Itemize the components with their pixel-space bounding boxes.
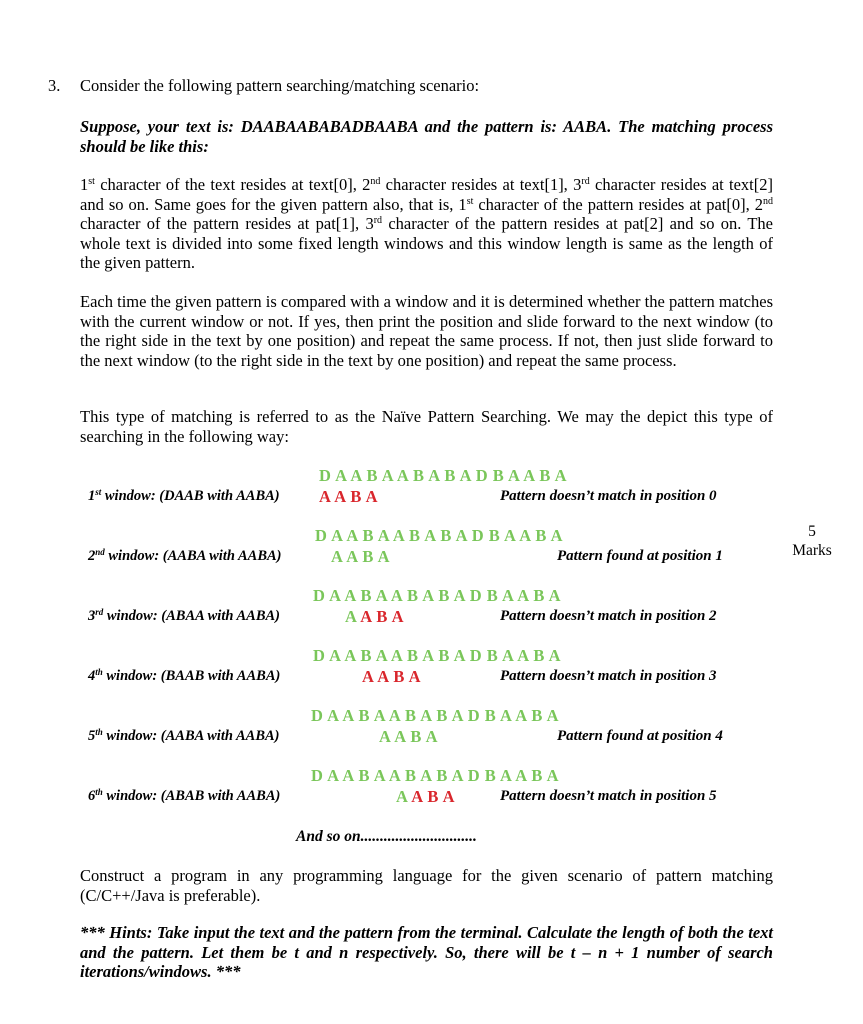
- marks-label: Marks: [792, 542, 832, 559]
- result-text: Pattern found at position 1: [557, 548, 723, 564]
- window-label: 5th window: (AABA with AABA): [88, 727, 280, 744]
- characters-paragraph: 1st character of the text resides at text[0], 2nd character resides at text[1], 3rd character resides at text[2] and so on. Same goes for the given pattern also, that is, 1st character of the pattern resides at pat[0], 2nd character of the pattern resides at pat[1], 3rd character of the pattern resides at pat[2] and so on. The whole text is divided into some fixed length windows and this window length is same as the length of the given pattern.: [80, 175, 774, 272]
- and-so-on: And so on..............................: [296, 828, 477, 845]
- question-number: 3.: [48, 76, 61, 95]
- window-paragraph: Each time the given pattern is compared with a window and it is determined whether the pattern matches with the current window or not. If yes, then print the position and slide forward to the next window (to the right side in the text by one position) and repeat the same process. If not, then just slide forward to the next window (to the right side in the text by one position) and repeat the same process.: [80, 292, 773, 370]
- pattern-row: A A B A: [331, 547, 391, 566]
- text-sequence: D A A B A A B A B A D B A A B A: [319, 466, 567, 485]
- pattern-row: A A B A: [396, 787, 456, 806]
- window-label: 1st window: (DAAB with AABA): [88, 487, 280, 504]
- question-title: Consider the following pattern searching/matching scenario:: [80, 76, 480, 95]
- result-text: Pattern found at position 4: [557, 728, 723, 744]
- result-text: Pattern doesn’t match in position 5: [500, 788, 717, 804]
- result-text: Pattern doesn’t match in position 2: [500, 608, 717, 624]
- text-sequence: D A A B A A B A B A D B A A B A: [313, 586, 561, 605]
- window-label: 4th window: (BAAB with AABA): [88, 667, 281, 684]
- marks: [782, 522, 842, 560]
- text-sequence: D A A B A A B A B A D B A A B A: [313, 646, 561, 665]
- pattern-row: A A B A: [379, 727, 439, 746]
- marks-value: 5: [808, 523, 816, 540]
- text-sequence: D A A B A A B A B A D B A A B A: [311, 766, 559, 785]
- text-sequence: D A A B A A B A B A D B A A B A: [315, 526, 563, 545]
- window-label: 2nd window: (AABA with AABA): [88, 547, 282, 564]
- result-text: Pattern doesn’t match in position 3: [500, 668, 717, 684]
- pattern-row: A A B A: [345, 607, 405, 626]
- naive-paragraph: This type of matching is referred to as the Naïve Pattern Searching. We may the depict this type of searching in the following way:: [80, 407, 773, 446]
- construct-paragraph: Construct a program in any programming language for the given scenario of pattern matching (C/C++/Java is preferable).: [80, 866, 773, 905]
- hints-paragraph: *** Hints: Take input the text and the pattern from the terminal. Calculate the length of both the text and the pattern. Let them be t and n respectively. So, there will be t – n + 1 number of search iterations/windows. ***: [80, 923, 773, 981]
- pattern-row: A A B A: [362, 667, 422, 686]
- window-label: 3rd window: (ABAA with AABA): [88, 607, 281, 624]
- pattern-row: A A B A: [319, 487, 379, 506]
- window-label: 6th window: (ABAB with AABA): [88, 787, 281, 804]
- suppose-paragraph: Suppose, your text is: DAABAABABADBAABA and the pattern is: AABA. The matching process should be like this:: [80, 117, 773, 156]
- text-sequence: D A A B A A B A B A D B A A B A: [311, 706, 559, 725]
- result-text: Pattern doesn’t match in position 0: [500, 488, 717, 504]
